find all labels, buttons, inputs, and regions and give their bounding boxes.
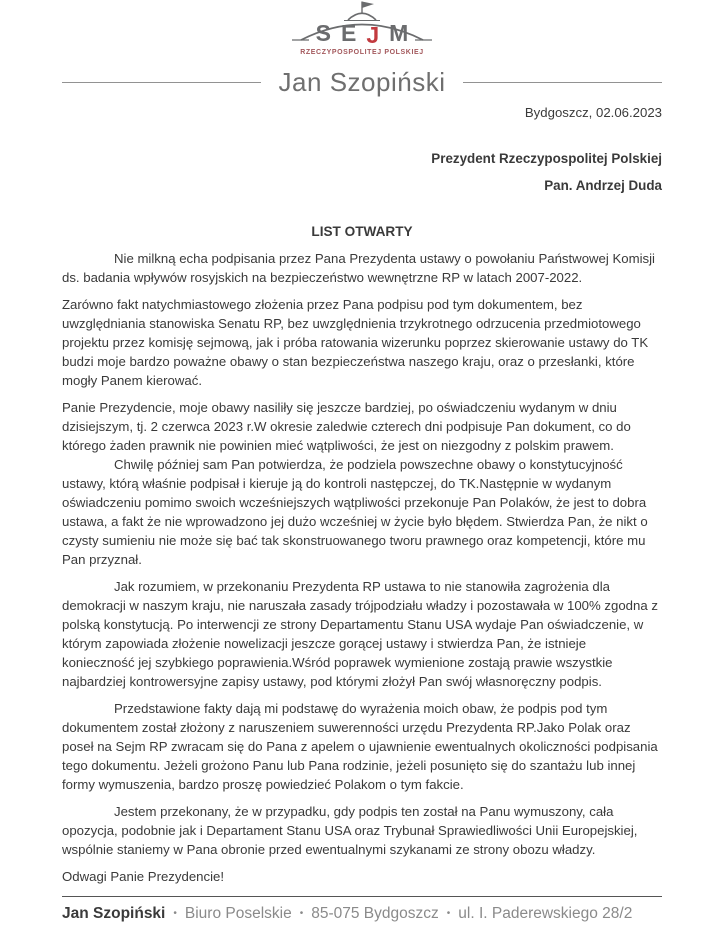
paragraph: Zarówno fakt natychmiastowego złożenia przez Pana podpisu pod tym dokumentem, bez uwzględniania stanowiska Senatu RP, bez uwzględnienia trzykrotnego odrzucenia przedmiotowego projektu przez komisję sejmową, jak i próba ratowania wizerunku poprzez skierowanie ustawy do TK budzi moje bardzo poważne obawy o stan bezpieczeństwa naszego kraju, oraz o przesłanki, które mogły Panem kierować. — [62, 297, 649, 388]
paragraph: Jestem przekonany, że w przypadku, gdy podpis ten został na Panu wymuszony, cała opozycja, podobnie jak i Departament Stanu USA oraz Trybunał Sprawiedliwości Unii Europejskiej, wspólnie staniemy w Pana obronie przed ewentualnymi szykanami ze strony obozu władzy. — [62, 804, 638, 857]
sejm-letter-e: E — [341, 20, 367, 46]
paragraph: Panie Prezydencie, moje obawy nasiliły się jeszcze bardziej, po oświadczeniu wydanym w dniu dzisiejszym, tj. 2 czerwca 2023 r.W okresie zaledwie czterech dni podpisuje Pan dokument, co do którego żaden prawnik nie powinien mieć wątpliwości, że jest on niezgodny z polskim prawem. — [62, 400, 631, 453]
right-rule — [463, 82, 662, 83]
closing-line: Odwagi Panie Prezydencie! — [62, 869, 225, 884]
bullet-separator: • — [299, 908, 304, 919]
footer-contact-line — [62, 905, 662, 923]
footer-street: ul. I. Paderewskiego 28/2 — [458, 905, 633, 922]
author-name-header — [62, 67, 662, 98]
bullet-separator: • — [173, 908, 177, 919]
sejm-subtitle: RZECZYPOSPOLITEJ POLSKIEJ — [300, 49, 424, 56]
sejm-logo — [282, 0, 442, 62]
letter-body — [62, 249, 662, 886]
page-footer — [62, 896, 662, 923]
sejm-letter-m: M — [389, 20, 419, 46]
recipient-name: Pan. Andrzej Duda — [544, 178, 662, 193]
paragraph: Chwilę później sam Pan potwierdza, że podziela powszechne obawy o konstytucyjność ustawy, którą właśnie podpisał i kieruje ją do kontroli następczej, do TK.Następnie w wydanym oświadczeniu pomimo swoich wcześniejszych wątpliwości przekonuje Pan Polaków, że jest to dobra ustawa, a fakt że nie wprowadzono jej dużo wcześniej w życie było błędem. Stwierdza Pan, że nikt o czysty sumieniu nie może się bać tak skonstruowanego tworu prawnego oraz kompetencji, które mu Pan przyznał. — [62, 457, 648, 567]
paragraph: Przedstawione fakty dają mi podstawę do wyrażenia moich obaw, że podpis pod tym dokumentem został złożony z naruszeniem suwerenności urzędu Prezydenta RP.Jako Polak oraz poseł na Sejm RP zwracam się do Pana z apelem o ujawnienie ewentualnych okoliczności podpisania tego dokumentu. Jeżeli grożono Panu lub Pana rodzinie, jeżeli posunięto się do szantażu lub innej formy wymuszenia, bardzo proszę powiedzieć Polakom o tym fakcie. — [62, 701, 658, 792]
left-rule — [62, 82, 261, 83]
sejm-letter-s: S — [315, 20, 342, 46]
paragraph: Nie milkną echa podpisania przez Pana Prezydenta ustawy o powołaniu Państwowej Komisji ds. badania wpływów rosyjskich na bezpieczeństwo wewnętrzne RP w latach 2007-2022. — [62, 251, 655, 285]
footer-rule — [62, 896, 662, 897]
paragraph: Jak rozumiem, w przekonaniu Prezydenta RP ustawa to nie stanowiła zagrożenia dla demokracji w naszym kraju, nie naruszała zasady trójpodziału władzy i pozostawała w 100% zgodna z polską konstytucją. Po interwencji ze strony Departamentu Stanu USA wydaje Pan oświadczenie, w którym zapowiada złożenie nowelizacji jeszcze gorącej ustawy i stwierdza Pan, że istnieje konieczność jej szybkiego poprawienia.Wśród poprawek wymienione zostają prawie wszystkie najbardziej kontrowersyjne zapisy ustawy, pod którymi złożył Pan swój własnoręczny podpis. — [62, 579, 658, 689]
recipient-title: Prezydent Rzeczypospolitej Polskiej — [431, 151, 662, 166]
footer-office: Biuro Poselskie — [184, 905, 292, 922]
date-line: Bydgoszcz, 02.06.2023 — [524, 105, 662, 120]
bullet-separator: • — [446, 908, 451, 919]
sejm-wordmark — [282, 20, 442, 46]
recipient-block — [62, 151, 662, 193]
letter-title: LIST OTWARTY — [311, 224, 413, 239]
author-name: Jan Szopiński — [278, 67, 446, 97]
sejm-letter-j: J — [366, 22, 390, 48]
footer-name: Jan Szopiński — [62, 905, 166, 922]
footer-city: 85-075 Bydgoszcz — [311, 905, 439, 922]
